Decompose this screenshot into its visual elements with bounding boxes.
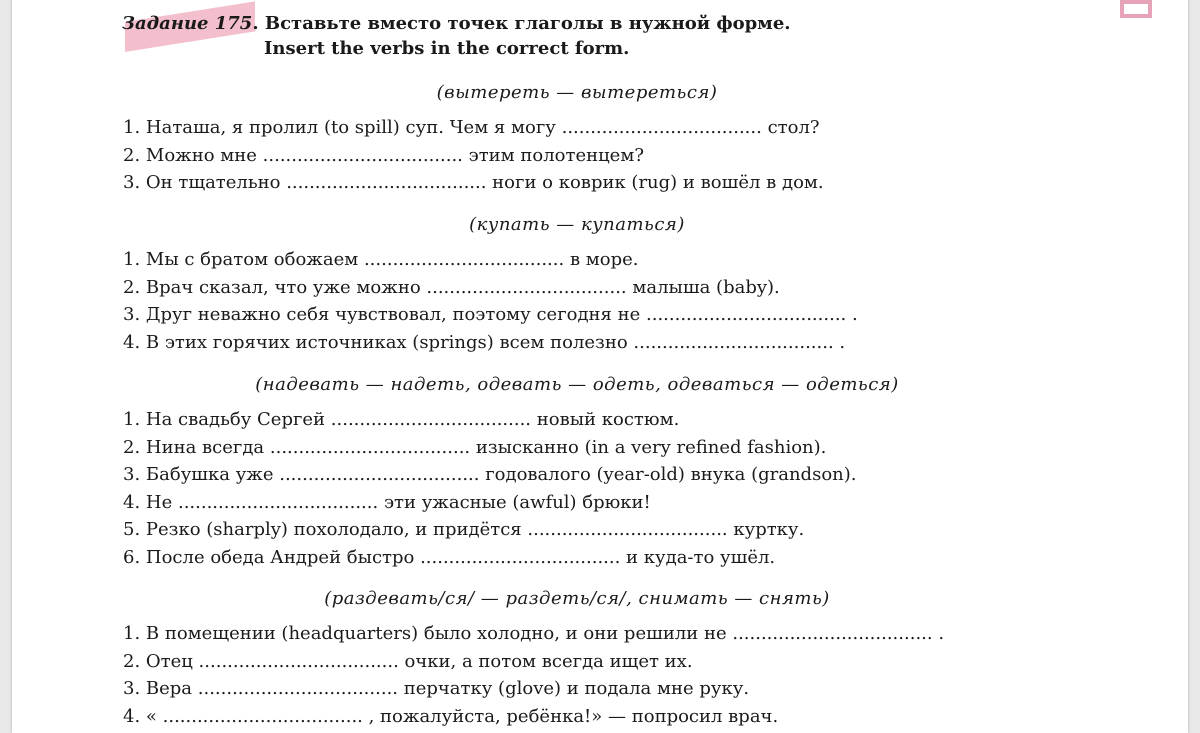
- verb-pair-heading: (надевать — надеть, одевать — одеть, одеваться — одеться): [255, 374, 899, 395]
- exercise-item: 1. На свадьбу Сергей ................................... новый костюм.: [123, 409, 680, 430]
- textbook-page: [12, 0, 1188, 733]
- exercise-item: 6. После обеда Андрей быстро ................................... и куда-то ушёл.: [123, 546, 776, 568]
- exercise-items: [123, 620, 944, 730]
- exercise-item: 3. Бабушка уже ................................... годовалого (year-old) внука (grandson).: [123, 464, 857, 485]
- exercise-item: 5. Резко (sharply) похолодало, и придётся ................................... куртку.: [123, 519, 805, 540]
- exercise-item: 1. В помещении (headquarters) было холодно, и они решили не ................................... .: [123, 623, 945, 644]
- task-instruction-ru: Вставьте вместо точек глаголы в нужной форме.: [264, 13, 791, 34]
- exercise-item: 4. Не ................................... эти ужасные (awful) брюки!: [123, 491, 651, 513]
- task-instruction-en: Insert the verbs in the correct form.: [264, 38, 630, 59]
- exercise-item: 1. Мы с братом обожаем ................................... в море.: [123, 249, 639, 270]
- exercise-item: 4. « ................................... , пожалуйста, ребёнка!» — попросил врач.: [123, 705, 779, 727]
- exercise-item: 3. Друг неважно себя чувствовал, поэтому сегодня не ................................... .: [123, 304, 858, 325]
- exercise-item: 2. Можно мне ................................... этим полотенцем?: [123, 144, 644, 166]
- task-header: Задание 175. Вставьте вместо точек глаголы в нужной форме.: [122, 13, 791, 34]
- exercise-items: [123, 406, 857, 571]
- verb-pair-heading: (вытереть — вытереться): [436, 82, 718, 103]
- exercise-items: [123, 246, 858, 356]
- exercise-item: 2. Врач сказал, что уже можно ................................... малыша (baby).: [123, 276, 780, 298]
- exercise-item: 3. Вера ................................... перчатку (glove) и подала мне руку.: [123, 678, 750, 699]
- corner-tab-mark: [1120, 0, 1152, 18]
- exercise-item: 2. Отец ................................... очки, а потом всегда ищет их.: [123, 650, 693, 672]
- exercise-item: 1. Наташа, я пролил (to spill) суп. Чем я могу ................................... стол?: [123, 117, 820, 138]
- verb-pair-heading: (купать — купаться): [469, 214, 685, 235]
- exercise-items: [123, 114, 824, 197]
- exercise-item: 2. Нина всегда ................................... изысканно (in a very refined fashion).: [123, 436, 827, 458]
- exercise-item: 4. В этих горячих источниках (springs) всем полезно ................................... .: [123, 331, 846, 353]
- exercise-item: 3. Он тщательно ................................... ноги о коврик (rug) и вошёл в дом.: [123, 172, 824, 193]
- verb-pair-heading: (раздевать/ся/ — раздеть/ся/, снимать — снять): [324, 588, 830, 609]
- task-number: Задание 175: [122, 13, 253, 34]
